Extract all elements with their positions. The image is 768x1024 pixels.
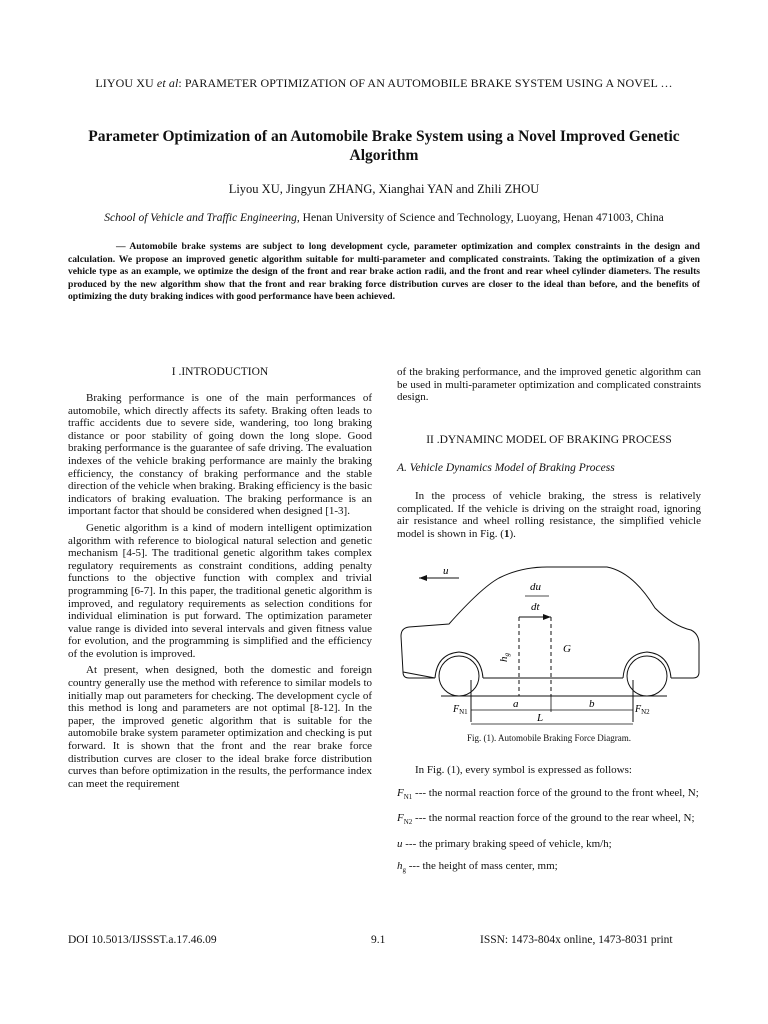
section2-paragraph-text — [397, 490, 701, 540]
paper-title: Parameter Optimization of an Automobile Brake System using a Novel Improved Genetic Algorithm — [88, 128, 680, 164]
intro-paragraph-2: Genetic algorithm is a kind of modern intelligent optimization algorithm with reference to biological natural selection and genetic mechanism [4-5]. The traditional genetic algorithm takes complex regulatory requirements as constraint conditions, adding penalty functions to the objective function with complex and trivial programming [6-7]. In this paper, the traditional genetic algorithm is improved, and regulatory requirements as selection conditions for individual elimination is put forward. The optimization parameter value range is divided into several intervals and given fitness value for evolution, and the programming is simplified and the efficiency of the evolution is improved. — [68, 521, 372, 660]
label-FN1: $F_{N1}$ — [453, 704, 468, 716]
left-column — [68, 392, 372, 790]
section2-paragraph-main: In the process of vehicle braking, the stress is relatively complicated. If the vehicle is driving on the straight road, ignoring air resistance and wheel rolling resistance, the simplified vehicle model is shown in Fig. ( — [397, 490, 701, 540]
symbol-list — [397, 764, 701, 886]
label-L: L — [537, 712, 544, 724]
abstract — [68, 241, 700, 304]
affiliation-school: School of Vehicle and Traffic Engineering, — [104, 212, 300, 224]
label-dt: dt — [531, 601, 540, 613]
footer-issn: ISSN: 1473-804x online, 1473-8031 print — [480, 934, 673, 946]
label-FN2: $F_{N2}$ — [635, 704, 650, 716]
symbol-intro: In Fig. (1), every symbol is expressed as follows: — [415, 764, 632, 776]
velocity-arrowhead — [419, 575, 427, 581]
label-u: u — [443, 565, 449, 577]
label-hg: hg — [498, 653, 511, 662]
braking-force-diagram — [397, 562, 709, 734]
running-head — [0, 76, 768, 91]
intro-paragraph-3: At present, when designed, both the domestic and foreign country generally use the method with reference to similar models to initially map out parameters for checking. The development cycle of this method is long and parameters are not optimal [8-12]. In the paper, the improved genetic algorithm that is suitable for the automobile brake system parameter optimization and checking is put forward. It is shown that the front and the rear brake force distribution curves are closer to the ideal brake force distribution curves than before optimization in the results, the performance index can meet the requirement — [68, 664, 372, 790]
affiliation — [0, 212, 768, 224]
running-head-suffix: : PARAMETER OPTIMIZATION OF AN AUTOMOBILE BRAKE SYSTEM USING A NOVEL … — [178, 76, 673, 90]
front-wheel — [439, 656, 479, 696]
section1-heading: I .INTRODUCTION — [171, 366, 269, 378]
intro-continuation — [397, 366, 701, 404]
label-b: b — [589, 698, 595, 710]
intro-paragraph-1: Braking performance is one of the main performances of automobile, which directly affects its safety. Braking often leads to traffic accidents due to severe side, wandering, too long braking distance or poor stability of going down the long slope. Good braking performance is the guarantee of safe driving. The evaluation indexes of the vehicle braking performance are mainly the braking efficiency, the constancy of braking performance and the stable direction of the vehicle when braking. Braking efficiency is the basic indicators of braking evaluation. The braking performance is an important factor that should be considered when designed [1-3]. — [68, 392, 372, 518]
abstract-text: — Automobile brake systems are subject to long development cycle, parameter optimization and complex constraints in the design and calculation. We propose an improved genetic algorithm suitable for multi-parameter and complicated constraints. Taking the optimization of a given vehicle type as an example, we optimize the design of the front and rear brake action radii, and the front and rear wheel cylinder diameters. The results produced by the new algorithm show that the front and rear braking force distribution curves are closer to the ideal than before, and the benefits of optimizing the duty braking indices with good performance have been achieved. — [68, 241, 700, 303]
label-du: du — [530, 581, 541, 593]
symbol-def-hg: $h_g$ --- the height of mass center, mm; — [397, 859, 558, 874]
section2-paragraph-end: ). — [509, 527, 516, 540]
affiliation-rest: Henan University of Science and Technology, Luoyang, Henan 471003, China — [299, 212, 664, 224]
label-G: G — [563, 643, 571, 655]
symbol-def-u: u --- the primary braking speed of vehicle, km/h; — [397, 838, 612, 851]
intro-continuation-text: of the braking performance, and the improved genetic algorithm can be used in multi-parameter optimization and complicated constraints design. — [397, 366, 701, 404]
footer-page-number: 9.1 — [371, 934, 386, 946]
subsection-a-heading: A. Vehicle Dynamics Model of Braking Process — [397, 462, 615, 474]
section2-heading: II .DYNAMINC MODEL OF BRAKING PROCESS — [426, 434, 672, 446]
label-a: a — [513, 698, 519, 710]
section2-paragraph — [397, 490, 701, 540]
deceleration-arrowhead — [543, 614, 551, 620]
symbol-def-fn2: $F_{N2}$ --- the normal reaction force of the ground to the rear wheel, N; — [397, 812, 695, 827]
symbol-def-fn1: $F_{N1}$ --- the normal reaction force of the ground to the front wheel, N; — [397, 786, 699, 801]
running-head-prefix: LIYOU XU — [95, 76, 157, 90]
section2-fig-ref: 1 — [503, 527, 510, 540]
authors: Liyou XU, Jingyun ZHANG, Xianghai YAN and Zhili ZHOU — [228, 182, 540, 196]
footer-doi: DOI 10.5013/IJSSST.a.17.46.09 — [68, 934, 217, 946]
figure-caption: Fig. (1). Automobile Braking Force Diagram. — [467, 733, 631, 743]
running-head-etal: et al — [156, 76, 179, 90]
